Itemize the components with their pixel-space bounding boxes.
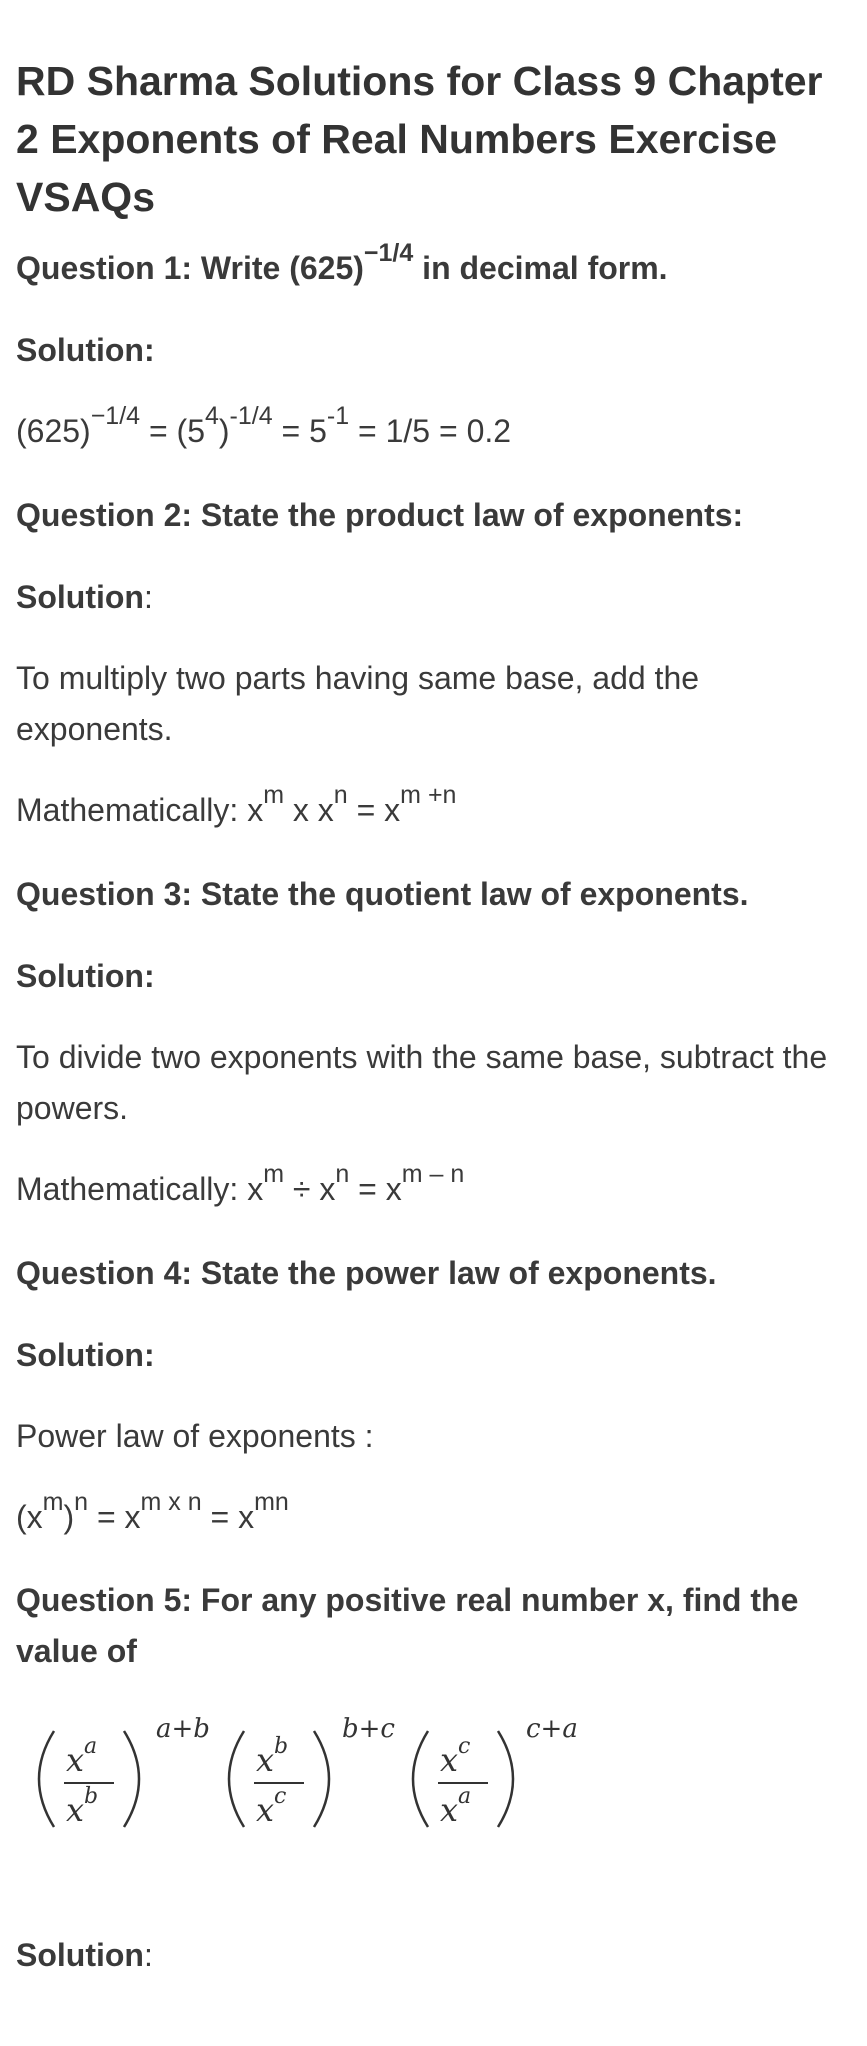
f3-denominator: x: [440, 1791, 459, 1829]
close-paren-3: [498, 1731, 513, 1827]
solution-2-math: Mathematically: $x^m$ x $x^n = x^{m +n}$: [16, 781, 457, 828]
f3-denominator-exp: a: [458, 1784, 472, 1809]
f3-numerator-exp: c: [458, 1734, 471, 1759]
question-4: Question 4: State the power law of exponents.: [16, 1255, 717, 1291]
page-title: RD Sharma Solutions for Class 9 Chapter 2 Exponents of Real Numbers Exercise VSAQs: [16, 58, 823, 220]
solution-4-text: Power law of exponents :: [16, 1418, 374, 1454]
solution-4-label: Solution:: [16, 1337, 155, 1373]
f2-denominator: x: [256, 1791, 275, 1829]
f3-numerator: x: [440, 1741, 459, 1779]
question-5-expression: [16, 1701, 616, 1861]
question-5: Question 5: For any positive real number x, find the value of: [16, 1582, 799, 1669]
solution-3-label: Solution:: [16, 958, 155, 994]
solution-3-text: To divide two exponents with the same base, subtract the powers.: [16, 1039, 828, 1126]
solution-3-math: Mathematically: $x^m \div x^n = x^{m - n}$: [16, 1160, 465, 1207]
f2-numerator-exp: b: [274, 1734, 289, 1759]
f1-power: a+b: [156, 1714, 210, 1744]
f1-numerator: x: [66, 1741, 85, 1779]
f2-numerator: x: [256, 1741, 275, 1779]
question-1: Question 1: Write $(625)^{-1/4}$ in decimal form.: [16, 239, 668, 286]
solution-2-label: Solution:: [16, 579, 153, 615]
open-paren-3: [413, 1731, 428, 1827]
open-paren-1: [39, 1731, 54, 1827]
close-paren-2: [314, 1731, 329, 1827]
solution-2-text: To multiply two parts having same base, add the exponents.: [16, 660, 700, 747]
solution-1-math: $(625)^{-1/4} = (5^4)^{-1/4} = 5^{-1} = 1/5 = 0.2$: [16, 402, 512, 449]
f1-numerator-exp: a: [84, 1734, 98, 1759]
f1-denominator-exp: b: [84, 1784, 99, 1809]
f3-power: c+a: [526, 1714, 578, 1744]
question-3: Question 3: State the quotient law of exponents.: [16, 876, 749, 912]
f2-power: b+c: [342, 1714, 395, 1744]
solution-4-math: $(x^m)^n = x^{m x n} = x^{mn}$: [16, 1488, 289, 1535]
f1-denominator: x: [66, 1791, 85, 1829]
question-2: Question 2: State the product law of exponents:: [16, 497, 744, 533]
f2-denominator-exp: c: [274, 1784, 287, 1809]
solution-1-label: Solution:: [16, 332, 155, 368]
close-paren-1: [124, 1731, 139, 1827]
solution-5-label: Solution:: [16, 1937, 153, 1973]
open-paren-2: [229, 1731, 244, 1827]
